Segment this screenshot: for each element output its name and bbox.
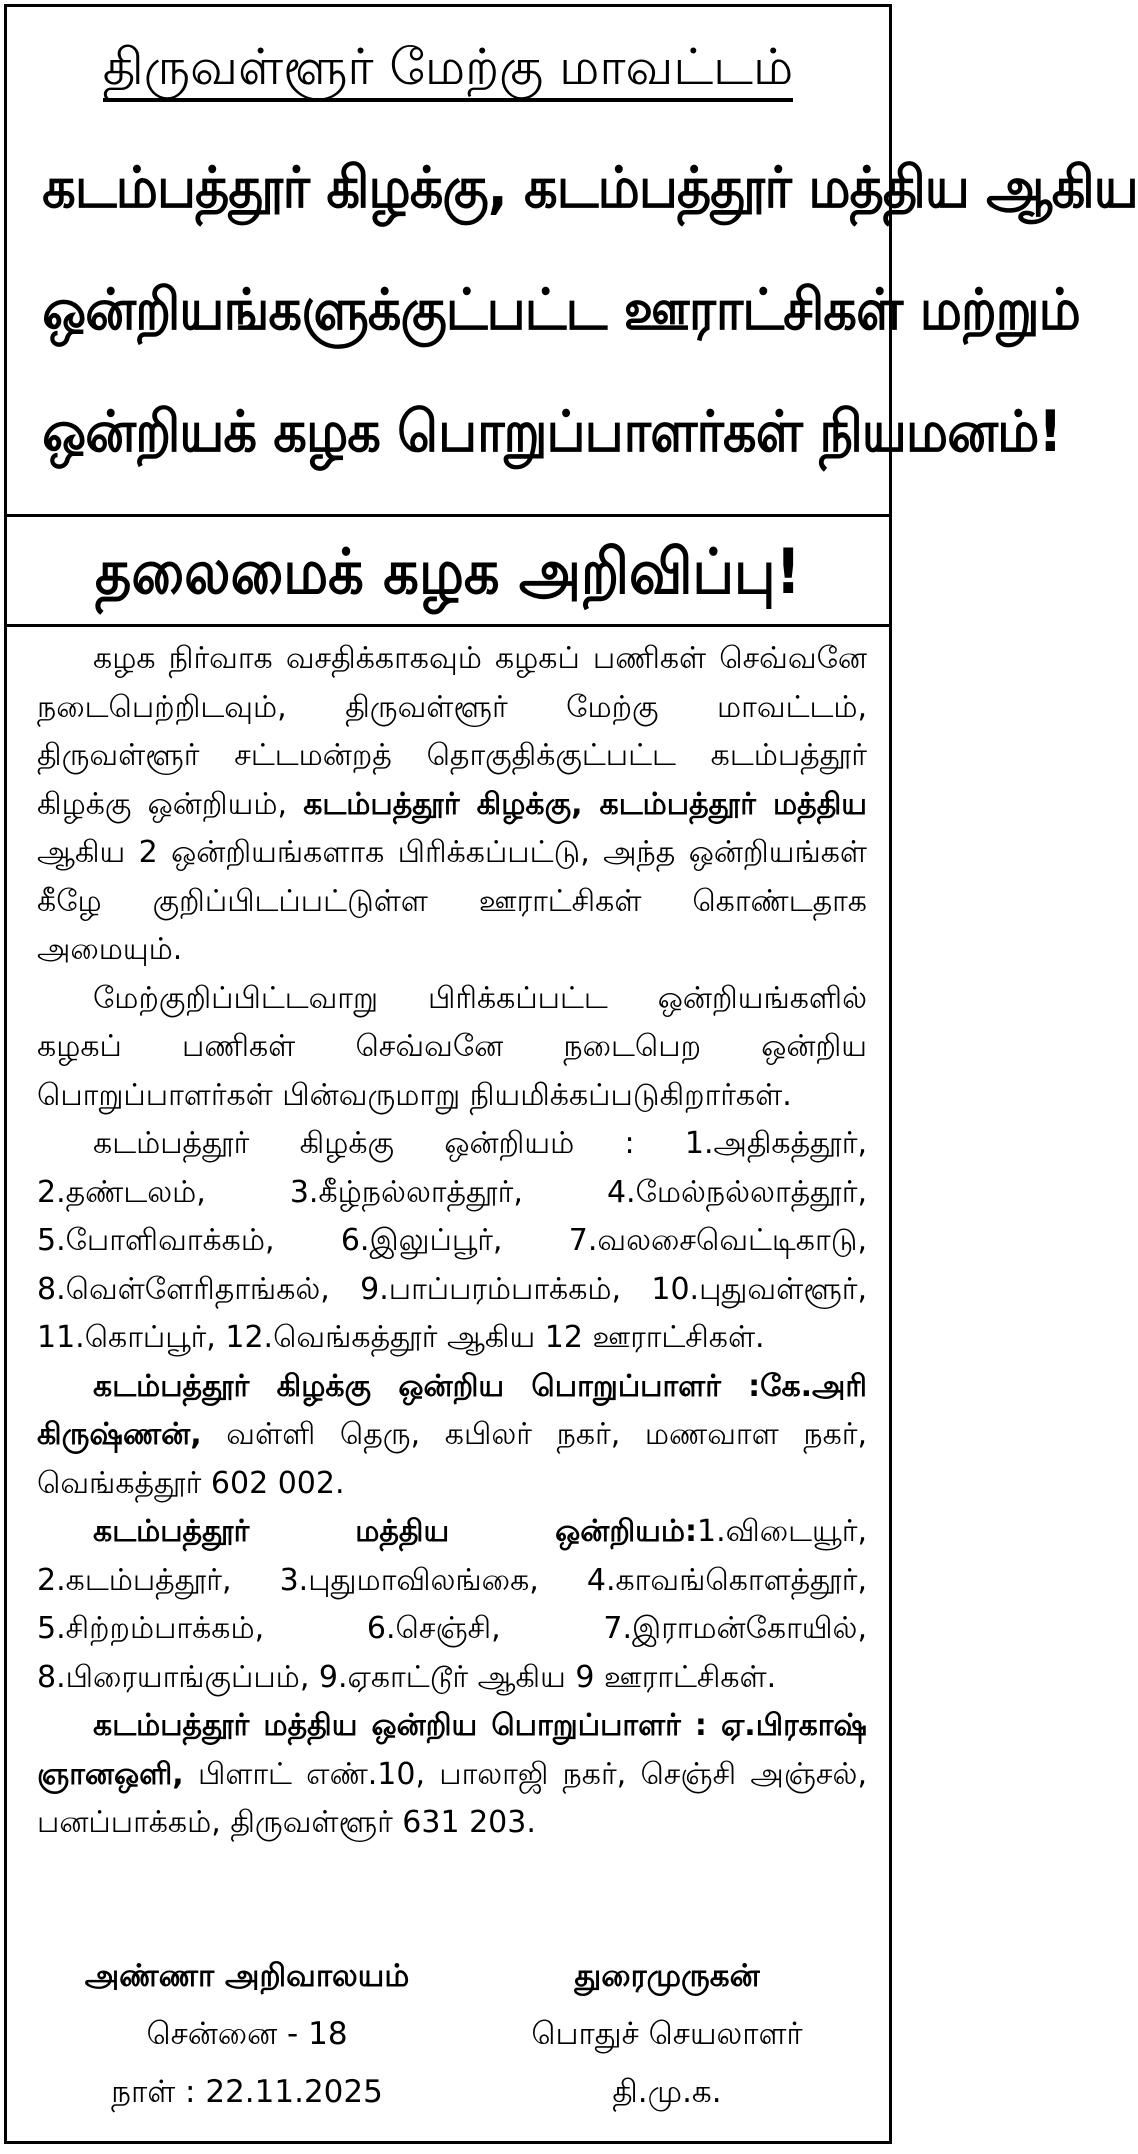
announcement-header [7, 517, 889, 627]
headline-line-3: ஒன்றியக் கழக பொறுப்பாளர்கள் நியமனம்! [42, 399, 1062, 465]
signatory-name: துரைமுருகன் [574, 1958, 760, 1994]
paragraph-east-incharge [37, 1363, 867, 1509]
signatory-designation: பொதுச் செயலாளர் [531, 2016, 803, 2052]
footer-right [487, 1947, 847, 2121]
notice-body [37, 635, 867, 1848]
district-title-text: திருவள்ளூர் மேற்கு மாவட்டம் [103, 38, 793, 102]
paragraph-central-panchayats [37, 1508, 867, 1702]
notice-date: நாள் : 22.11.2025 [111, 2074, 383, 2110]
notice-footer [7, 1947, 889, 2137]
headline-line-2: ஒன்றியங்களுக்குட்பட்ட ஊராட்சிகள் மற்றும் [42, 277, 1080, 343]
headline [42, 127, 1138, 493]
paragraph-text: கழக நிர்வாக வசதிக்காகவும் கழகப் பணிகள் செவ்வனே நடைபெற்றிடவும், திருவள்ளூர் மேற்கு மாவட்டம், திருவள்ளூர் சட்டமன்றத் தொகுதிக்குட்பட்ட கடம்பத்தூர் கிழக்கு ஒன்றியம், [37, 641, 867, 822]
notice-frame [4, 4, 1138, 2144]
paragraph-east-panchayats: கடம்பத்தூர் கிழக்கு ஒன்றியம் : 1.அதிகத்தூர், 2.தண்டலம், 3.கீழ்நல்லாத்தூர், 4.மேல்நல்லாத்தூர், 5.போளிவாக்கம், 6.இலுப்பூர், 7.வலசைவெட்டிகாடு, 8.வெள்ளேரிதாங்கல், 9.பாப்பரம்பாக்கம், 10.புதுவள்ளூர், 11.கொப்பூர், 12.வெங்கத்தூர் ஆகிய 12 ஊராட்சிகள். [37, 1126, 867, 1355]
paragraph-central-incharge [37, 1702, 867, 1848]
paragraph-bold-text: கடம்பத்தூர் மத்திய ஒன்றிய பொறுப்பாளர் : ஏ.பிரகாஷ் ஞானஒளி, [37, 1708, 867, 1792]
footer-left [67, 1947, 427, 2121]
paragraph-bold-text: கடம்பத்தூர் கிழக்கு ஒன்றிய பொறுப்பாளர் :கே.அரி கிருஷ்ணன், [37, 1368, 867, 1452]
announcement-title: தலைமைக் கழக அறிவிப்பு! [94, 535, 801, 608]
party-name: தி.மு.க. [612, 2074, 722, 2110]
paragraph-division [37, 635, 867, 975]
office-name: அண்ணா அறிவாலயம் [84, 1958, 410, 1994]
notice-header [7, 7, 1138, 517]
paragraph-text: பிளாட் எண்.10, பாலாஜி நகர், செஞ்சி அஞ்சல், பனப்பாக்கம், திருவள்ளூர் 631 203. [37, 1756, 867, 1840]
headline-line-1: கடம்பத்தூர் கிழக்கு, கடம்பத்தூர் மத்திய ஆகிய [42, 155, 1138, 221]
paragraph-text: 1.விடையூர், 2.கடம்பத்தூர், 3.புதுமாவிலங்கை, 4.காவங்கொளத்தூர், 5.சிற்றம்பாக்கம், 6.செஞ்சி, 7.இராமன்கோயில், 8.பிரையாங்குப்பம், 9.ஏகாட்டூர் ஆகிய 9 ஊராட்சிகள். [37, 1514, 867, 1695]
office-city: சென்னை - 18 [146, 2016, 348, 2052]
paragraph-text: வள்ளி தெரு, கபிலர் நகர், மணவாள நகர், வெங்கத்தூர் 602 002. [37, 1417, 867, 1501]
paragraph-appointment-intro: மேற்குறிப்பிட்டவாறு பிரிக்கப்பட்ட ஒன்றியங்களில் கழகப் பணிகள் செவ்வனே நடைபெற ஒன்றிய பொறுப்பாளர்கள் பின்வருமாறு நியமிக்கப்படுகிறார்கள். [37, 980, 867, 1113]
paragraph-bold-text: கடம்பத்தூர் கிழக்கு, கடம்பத்தூர் மத்திய [303, 786, 868, 822]
paragraph-bold-text: கடம்பத்தூர் மத்திய ஒன்றியம்: [93, 1514, 698, 1549]
paragraph-text: ஆகிய 2 ஒன்றியங்களாக பிரிக்கப்பட்டு, அந்த ஒன்றியங்கள் கீழே குறிப்பிடப்பட்டுள்ள ஊராட்சிகள் கொண்டதாக அமையும். [37, 835, 867, 967]
district-title [7, 37, 889, 97]
